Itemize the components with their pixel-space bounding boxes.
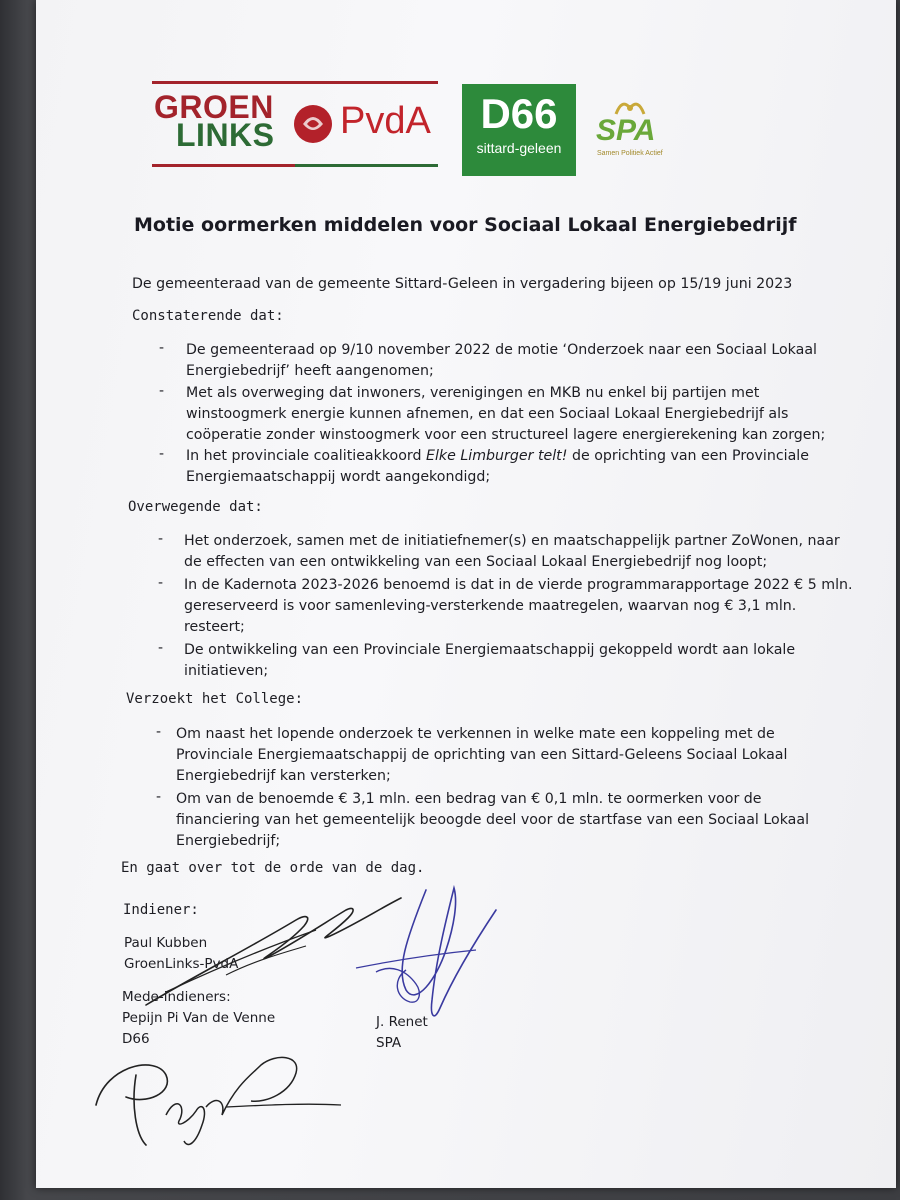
spa-logo-sub: Samen Politiek Actief xyxy=(597,150,663,157)
verzoekt-item-2-line-1: Om van de benoemde € 3,1 mln. een bedrag van € 0,1 mln. te oormerken voor de xyxy=(176,791,762,807)
bullet-dash: - xyxy=(156,724,162,740)
groenlinks-logo-line2: LINKS xyxy=(176,117,275,153)
overwegende-item-2-line-3: resteert; xyxy=(184,619,245,635)
verzoekt-item-1-line-3: Energiebedrijf kan versterken; xyxy=(176,768,391,784)
overwegende-heading: Overwegende dat: xyxy=(128,499,263,515)
verzoekt-item-2-line-3: Energiebedrijf; xyxy=(176,833,281,849)
groenlinks-logo-line1: GROEN xyxy=(154,89,274,125)
verzoekt-item-1-line-2: Provinciale Energiemaatschappij de oprichting van een Sittard-Geleens Sociaal Lokaal xyxy=(176,747,788,763)
overwegende-item-1-line-2: de effecten van een ontwikkeling van een Sociaal Lokaal Energiebedrijf nog loopt; xyxy=(184,554,768,570)
mede-party-2: SPA xyxy=(376,1035,402,1051)
d66-logo-sub: sittard-geleen xyxy=(476,140,562,156)
mede-name-2: J. Renet xyxy=(376,1014,428,1030)
constaterende-item-2-line-3: coöperatie zonder winstoogmerk voor een structureel lagere energierekening kan zorgen; xyxy=(186,427,826,443)
pvda-rose-icon xyxy=(291,102,335,146)
signature-renet xyxy=(336,880,516,1030)
bullet-dash: - xyxy=(158,640,164,656)
overwegende-item-3-line-2: initiatieven; xyxy=(184,663,269,679)
item-3-pre: In het provinciale coalitieakkoord xyxy=(186,448,427,464)
bullet-dash: - xyxy=(158,531,164,547)
bullet-dash: - xyxy=(156,789,162,805)
d66-logo-main: D66 xyxy=(480,90,558,137)
constaterende-item-3-line-2: Energiemaatschappij wordt aangekondigd; xyxy=(186,469,491,485)
constaterende-item-1-line-1: De gemeenteraad op 9/10 november 2022 de motie ‘Onderzoek naar een Sociaal Lokaal xyxy=(186,342,817,358)
bullet-dash: - xyxy=(158,575,164,591)
bullet-dash: - xyxy=(159,383,165,399)
constaterende-item-2-line-1: Met als overweging dat inwoners, verenigingen en MKB nu enkel bij partijen met xyxy=(186,385,760,401)
verzoekt-item-1-line-1: Om naast het lopende onderzoek te verkennen in welke mate een koppeling met de xyxy=(176,726,775,742)
item-3-post: de oprichting van een Provinciale xyxy=(567,448,809,464)
logo-bottom-rule-green xyxy=(295,164,438,167)
logo-bottom-rule-red xyxy=(152,164,295,167)
logo-top-rule xyxy=(152,81,438,84)
constaterende-heading: Constaterende dat: xyxy=(132,308,284,324)
overwegende-item-1-line-1: Het onderzoek, samen met de initiatiefnemer(s) en maatschappelijk partner ZoWonen, naar xyxy=(184,533,840,549)
mede-name-1: Pepijn Pi Van de Venne xyxy=(122,1010,276,1026)
constaterende-item-1-line-2: Energiebedrijf’ heeft aangenomen; xyxy=(186,363,434,379)
document-page xyxy=(36,0,896,1188)
pvda-logo-text: PvdA xyxy=(340,100,431,142)
document-title: Motie oormerken middelen voor Sociaal Lokaal Energiebedrijf xyxy=(134,214,797,236)
indiener-label: Indiener: xyxy=(123,902,199,918)
constaterende-item-2-line-2: winstoogmerk energie kunnen afnemen, en dat een Sociaal Lokaal Energiebedrijf als xyxy=(186,406,789,422)
closing-text: En gaat over tot de orde van de dag. xyxy=(121,860,425,876)
d66-logo xyxy=(462,84,576,176)
indiener-name: Paul Kubben xyxy=(124,935,208,951)
mede-party-1: D66 xyxy=(122,1031,150,1047)
bullet-dash: - xyxy=(159,446,165,462)
indiener-party: GroenLinks-PvdA xyxy=(124,956,239,972)
overwegende-item-3-line-1: De ontwikkeling van een Provinciale Energiemaatschappij gekoppeld wordt aan lokale xyxy=(184,642,796,658)
bullet-dash: - xyxy=(159,340,165,356)
spa-logo-text: SPA xyxy=(596,114,656,147)
constaterende-item-3-line-1 xyxy=(186,446,809,467)
signature-van-de-venne xyxy=(76,1045,346,1155)
verzoekt-heading: Verzoekt het College: xyxy=(126,691,304,707)
overwegende-item-2-line-1: In de Kadernota 2023-2026 benoemd is dat in de vierde programmarapportage 2022 € 5 mln. xyxy=(184,577,853,593)
overwegende-item-2-line-2: gereserveerd is voor samenleving-versterkende maatregelen, waarvan nog € 3,1 mln. xyxy=(184,598,797,614)
item-3-em: Elke Limburger telt! xyxy=(426,448,568,464)
mede-indieners-label: Mede-indieners: xyxy=(122,989,231,1005)
verzoekt-item-2-line-2: financiering van het gemeentelijk beoogde deel voor de startfase van een Sociaal Lokaal xyxy=(176,812,810,828)
intro-text: De gemeenteraad van de gemeente Sittard-Geleen in vergadering bijeen op 15/19 juni 2023 xyxy=(132,276,793,292)
